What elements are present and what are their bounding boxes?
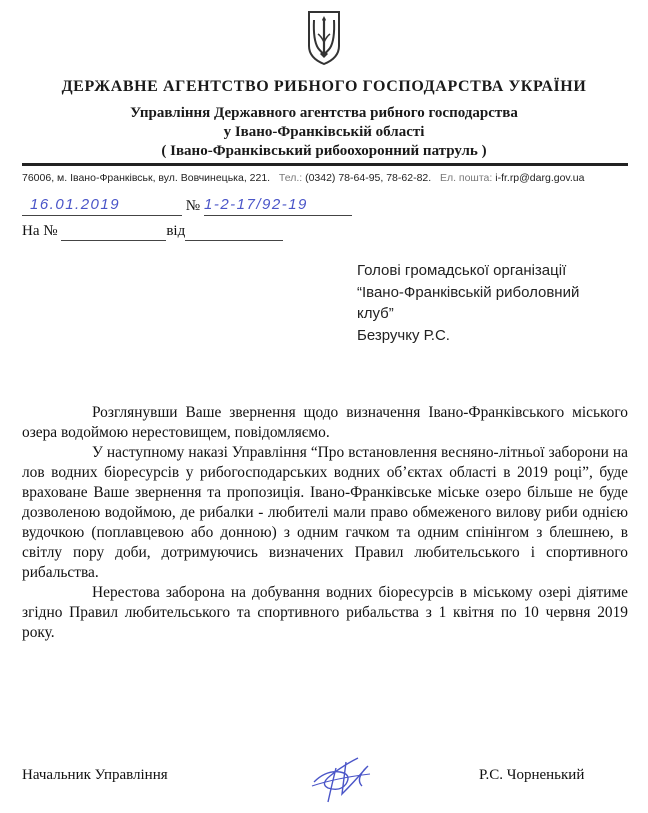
department-region: у Івано-Франківській області <box>223 124 425 140</box>
coat-of-arms-icon <box>306 10 342 66</box>
reply-label: На № <box>22 223 58 239</box>
reply-date-blank <box>185 223 283 241</box>
addressee-name: Безручку Р.С. <box>357 326 450 344</box>
incoming-reference <box>22 223 283 241</box>
phone-label: Тел.: <box>278 172 303 184</box>
number-label: № <box>185 198 201 214</box>
addressee-line: “Івано-Франківській риболовний <box>357 283 580 301</box>
header-divider <box>22 163 628 166</box>
phone-numbers: (0342) 78-64-95, 78-62-82. <box>305 172 432 184</box>
email-label: Ел. пошта: <box>439 172 493 184</box>
department-title: Управління Державного агентства рибного господарства <box>130 105 518 121</box>
body-paragraph: У наступному наказі Управління “Про встановлення весняно-літньої заборони на лов водних біоресурсів у рибогосподарських водних об’єктах області в 2019 році”, буде враховане Ваше звернення та пропозиція. Івано-Франківське міське озеро більше не буде дозволеною водоймою, де рибалки - любителі мали право обмеженого вилову риби однією вудочкою (поплавцевою або донною) з одним гачком та одним спінінгом з блешнею, в світлу пору доби, дотримуючись визначених Правил любительського і спортивного рибальства. <box>22 444 628 581</box>
postal-address: 76006, м. Івано-Франківськ, вул. Вовчинецька, 221. <box>22 172 271 184</box>
signatory-name: Р.С. Чорненький <box>479 767 585 783</box>
handwritten-number: 1-2-17/92-19 <box>204 196 308 213</box>
from-label: від <box>166 223 186 239</box>
signatory-title: Начальник Управління <box>22 767 168 783</box>
patrol-name: ( Івано-Франківський рибоохоронний патруль ) <box>161 143 487 159</box>
addressee-line: Голові громадської організації <box>357 262 567 279</box>
handwritten-date: 16.01.2019 <box>30 196 121 213</box>
body-paragraph: Нерестова заборона на добування водних біоресурсів в міському озері діятиме згідно Правил любительського та спортивного рибальства з 1 квітня по 10 червня 2019 року. <box>22 584 628 641</box>
addressee-line: клуб” <box>357 305 394 322</box>
contact-line <box>22 172 628 184</box>
body-paragraph: Розглянувши Ваше звернення щодо визначення Івано-Франківського міського озера водоймою нерестовищем, повідомляємо. <box>22 404 628 441</box>
agency-title: ДЕРЖАВНЕ АГЕНТСТВО РИБНОГО ГОСПОДАРСТВА УКРАЇНИ <box>61 78 587 95</box>
reply-number-blank <box>61 223 166 241</box>
handwritten-signature <box>306 748 376 806</box>
letter-body <box>22 403 628 643</box>
addressee-block <box>357 260 627 346</box>
email-address: i-fr.rp@darg.gov.ua <box>495 172 585 184</box>
